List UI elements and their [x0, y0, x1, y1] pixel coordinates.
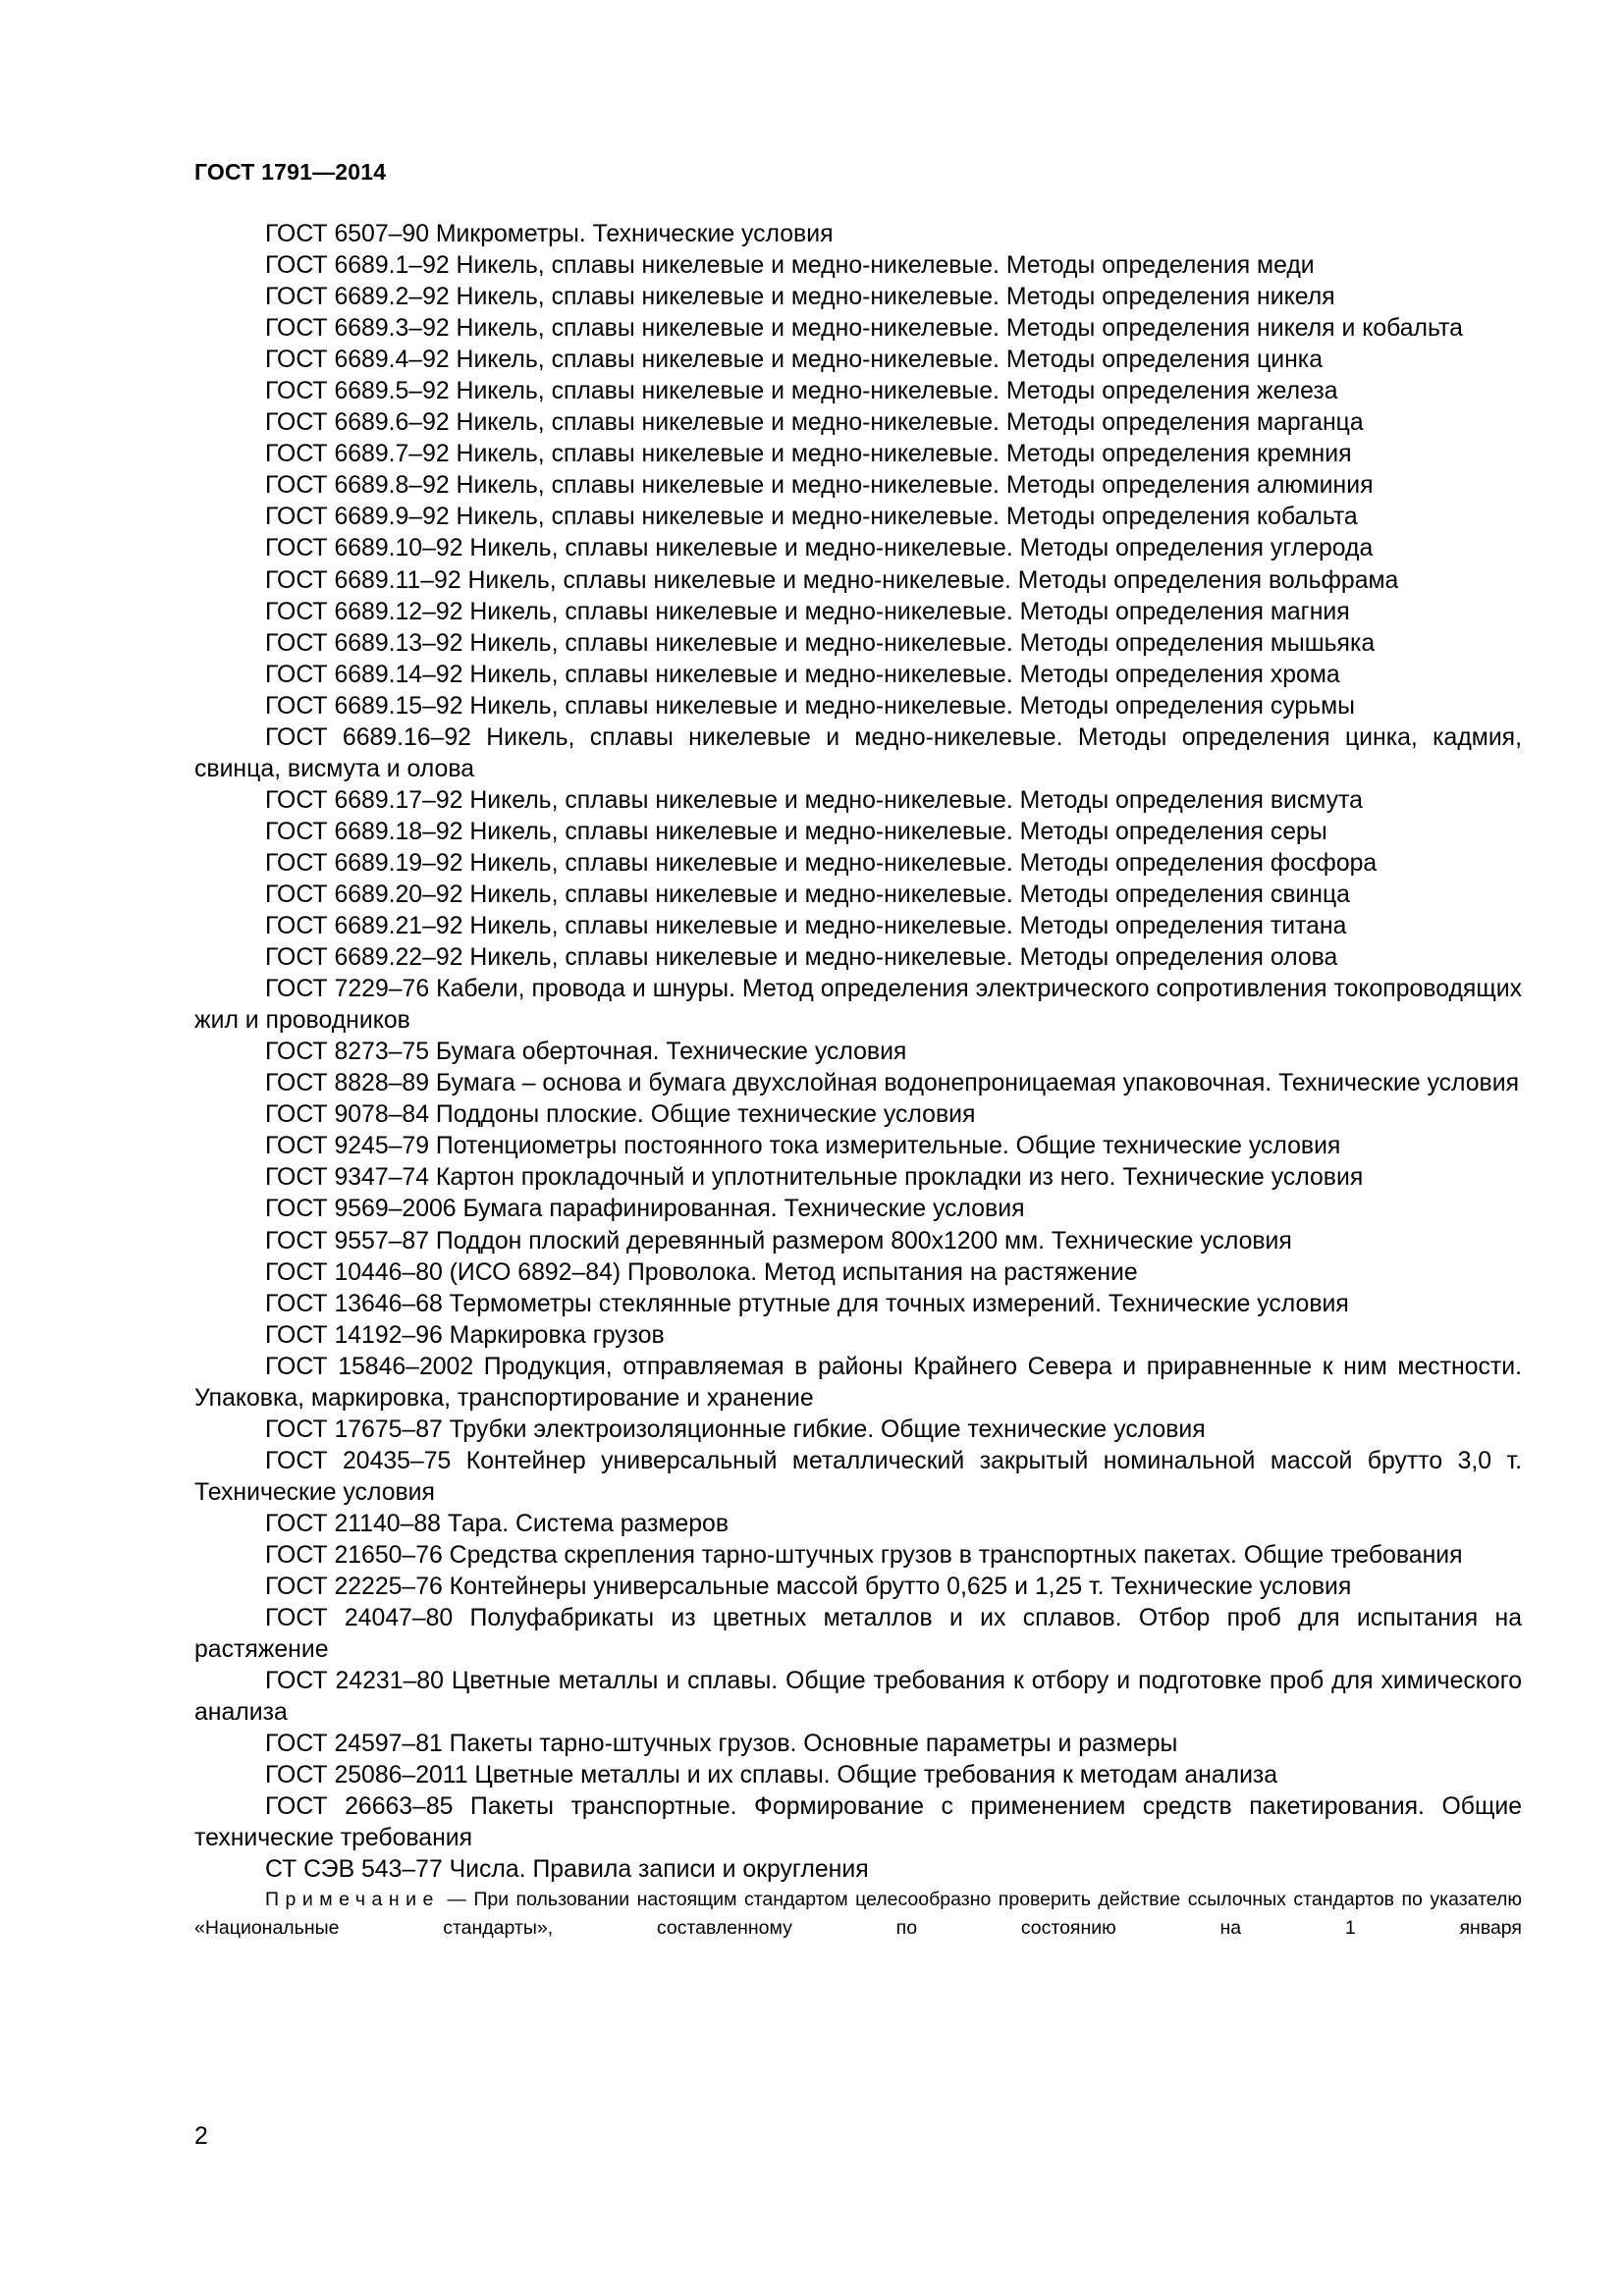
reference-entry: ГОСТ 6689.18–92 Никель, сплавы никелевые и медно-никелевые. Методы определения серы	[265, 818, 1327, 845]
note-text: При пользовании настоящим стандартом целесообразно проверить действие ссылочных стандартов по указателю «Национальные стандарты», составленному по состоянию на 1 января	[194, 1889, 1522, 1940]
reference-entry: ГОСТ 9569–2006 Бумага парафинированная. Технические условия	[265, 1196, 1025, 1223]
note-label: Примечание	[265, 1889, 440, 1911]
reference-entry: ГОСТ 6689.15–92 Никель, сплавы никелевые и медно-никелевые. Методы определения сурьмы	[265, 692, 1355, 720]
reference-entry: ГОСТ 6507–90 Микрометры. Технические условия	[265, 221, 834, 247]
page-number: 2	[194, 2123, 208, 2150]
reference-entry: ГОСТ 24231–80 Цветные металлы и сплавы. Общие требования к отбору и подготовке проб для химического анализа	[194, 1668, 1522, 1727]
reference-entry: ГОСТ 21650–76 Средства скрепления тарно-штучных грузов в транспортных пакетах. Общие требования	[265, 1541, 1463, 1569]
reference-entry: ГОСТ 13646–68 Термометры стеклянные ртутные для точных измерений. Технические условия	[265, 1290, 1349, 1317]
reference-entry: ГОСТ 6689.19–92 Никель, сплавы никелевые и медно-никелевые. Методы определения фосфора	[265, 849, 1378, 877]
reference-entry: ГОСТ 15846–2002 Продукция, отправляемая в районы Крайнего Севера и приравненные к ним местности. Упаковка, маркировка, транспортирование и хранение	[194, 1353, 1522, 1412]
reference-entry: ГОСТ 6689.13–92 Никель, сплавы никелевые и медно-никелевые. Методы определения мышьяка	[265, 629, 1376, 657]
reference-entry: ГОСТ 9245–79 Потенциометры постоянного тока измерительные. Общие технические условия	[265, 1133, 1341, 1160]
reference-entry: ГОСТ 20435–75 Контейнер универсальный металлический закрытый номинальной массой брутто 3,0 т. Технические условия	[194, 1447, 1522, 1506]
reference-entry: СТ СЭВ 543–77 Числа. Правила записи и округления	[265, 1856, 869, 1884]
reference-entry: ГОСТ 6689.17–92 Никель, сплавы никелевые и медно-никелевые. Методы определения висмута	[265, 786, 1363, 814]
reference-entry: ГОСТ 26663–85 Пакеты транспортные. Формирование с применением средств пакетирования. Общие технические требования	[194, 1793, 1522, 1852]
reference-entry: ГОСТ 6689.20–92 Никель, сплавы никелевые и медно-никелевые. Методы определения свинца	[265, 881, 1350, 908]
reference-entry: ГОСТ 17675–87 Трубки электроизоляционные гибкие. Общие технические условия	[265, 1415, 1206, 1443]
reference-entry: ГОСТ 6689.3–92 Никель, сплавы никелевые и медно-никелевые. Методы определения никеля и кобальта	[265, 315, 1463, 343]
reference-entry: ГОСТ 7229–76 Кабели, провода и шнуры. Метод определения электрического сопротивления токопроводящих жил и проводников	[194, 976, 1522, 1035]
note-paragraph	[194, 1886, 1522, 1943]
reference-entry: ГОСТ 6689.11–92 Никель, сплавы никелевые и медно-никелевые. Методы определения вольфрама	[265, 566, 1399, 594]
reference-entry: ГОСТ 6689.4–92 Никель, сплавы никелевые и медно-никелевые. Методы определения цинка	[265, 347, 1323, 374]
reference-entry: ГОСТ 14192–96 Маркировка грузов	[265, 1321, 665, 1349]
reference-entry: ГОСТ 9078–84 Поддоны плоские. Общие технические условия	[265, 1101, 976, 1129]
note-dash: —	[439, 1889, 474, 1911]
reference-entry: ГОСТ 6689.5–92 Никель, сплавы никелевые и медно-никелевые. Методы определения железа	[265, 378, 1338, 405]
reference-entry: ГОСТ 6689.2–92 Никель, сплавы никелевые и медно-никелевые. Методы определения никеля	[265, 284, 1335, 311]
references-list	[194, 219, 1522, 1943]
reference-entry: ГОСТ 8828–89 Бумага – основа и бумага двухслойная водонепроницаемая упаковочная. Технические условия	[265, 1070, 1520, 1097]
reference-entry: ГОСТ 6689.6–92 Никель, сплавы никелевые и медно-никелевые. Методы определения марганца	[265, 409, 1364, 437]
reference-entry: ГОСТ 6689.14–92 Никель, сплавы никелевые и медно-никелевые. Методы определения хрома	[265, 661, 1340, 688]
reference-entry: ГОСТ 8273–75 Бумага оберточная. Технические условия	[265, 1039, 907, 1066]
reference-entry: ГОСТ 10446–80 (ИСО 6892–84) Проволока. Метод испытания на растяжение	[265, 1258, 1138, 1286]
reference-entry: ГОСТ 6689.10–92 Никель, сплавы никелевые и медно-никелевые. Методы определения углерода	[265, 535, 1374, 562]
reference-entry: ГОСТ 9557–87 Поддон плоский деревянный размером 800х1200 мм. Технические условия	[265, 1227, 1292, 1255]
reference-entry: ГОСТ 22225–76 Контейнеры универсальные массой брутто 0,625 и 1,25 т. Технические условия	[265, 1574, 1352, 1601]
reference-entry: ГОСТ 6689.21–92 Никель, сплавы никелевые и медно-никелевые. Методы определения титана	[265, 913, 1347, 940]
reference-entry: ГОСТ 6689.8–92 Никель, сплавы никелевые и медно-никелевые. Методы определения алюминия	[265, 472, 1374, 500]
reference-entry: ГОСТ 6689.12–92 Никель, сплавы никелевые и медно-никелевые. Методы определения магния	[265, 598, 1350, 625]
reference-entry: ГОСТ 24047–80 Полуфабрикаты из цветных металлов и их сплавов. Отбор проб для испытания на растяжение	[194, 1605, 1522, 1664]
reference-entry: ГОСТ 6689.9–92 Никель, сплавы никелевые и медно-никелевые. Методы определения кобальта	[265, 504, 1358, 531]
reference-entry: ГОСТ 21140–88 Тара. Система размеров	[265, 1510, 730, 1537]
reference-entry: ГОСТ 24597–81 Пакеты тарно-штучных грузов. Основные параметры и размеры	[265, 1731, 1178, 1758]
reference-entry: ГОСТ 6689.7–92 Никель, сплавы никелевые и медно-никелевые. Методы определения кремния	[265, 441, 1352, 468]
reference-entry: ГОСТ 25086–2011 Цветные металлы и их сплавы. Общие требования к методам анализа	[265, 1762, 1278, 1789]
reference-entry: ГОСТ 6689.1–92 Никель, сплавы никелевые и медно-никелевые. Методы определения меди	[265, 252, 1315, 280]
document-header: ГОСТ 1791—2014	[194, 159, 387, 185]
reference-entry: ГОСТ 6689.22–92 Никель, сплавы никелевые и медно-никелевые. Методы определения олова	[265, 944, 1338, 972]
reference-entry: ГОСТ 9347–74 Картон прокладочный и уплотнительные прокладки из него. Технические условия	[265, 1164, 1364, 1192]
reference-entry: ГОСТ 6689.16–92 Никель, сплавы никелевые и медно-никелевые. Методы определения цинка, кадмия, свинца, висмута и олова	[194, 723, 1522, 782]
